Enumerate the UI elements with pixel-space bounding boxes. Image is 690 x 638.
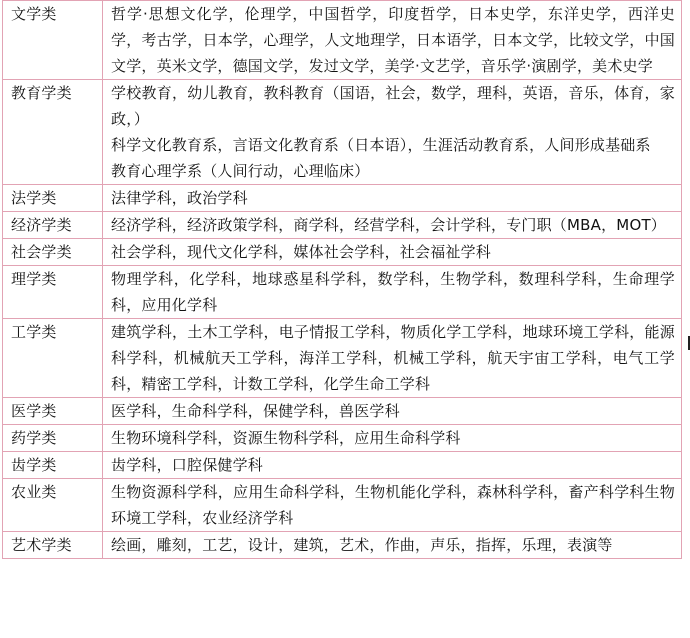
category-label: 医学类 xyxy=(11,402,57,420)
category-label: 理学类 xyxy=(11,270,57,288)
table-row xyxy=(3,1,682,80)
category-cell xyxy=(3,185,103,212)
subjects-text: 科学文化教育系，言语文化教育系（日本语），生涯活动教育系，人间形成基础系 xyxy=(111,136,651,154)
category-label: 药学类 xyxy=(11,429,57,447)
category-cell xyxy=(3,80,103,185)
table-row xyxy=(3,319,682,398)
category-cell xyxy=(3,266,103,319)
subjects-cell xyxy=(103,185,682,212)
subjects-cell xyxy=(103,319,682,398)
subjects-text: 法律学科，政治学科 xyxy=(111,189,248,207)
category-label: 艺术学类 xyxy=(11,536,72,554)
category-cell xyxy=(3,532,103,559)
table-body xyxy=(3,1,682,559)
table-row xyxy=(3,266,682,319)
category-label: 教育学类 xyxy=(11,84,72,102)
table-row xyxy=(3,185,682,212)
subjects-text: 建筑学科，土木工学科，电子情报工学科，物质化学工学科，地球环境工学科，能源科学科，机械航天工学科，海洋工学科，机械工学科，航天宇宙工学科，电气工学科，精密工学科，计数工学科，化学生命工学科 xyxy=(111,323,675,393)
category-label: 社会学类 xyxy=(11,243,72,261)
subjects-cell xyxy=(103,532,682,559)
category-cell xyxy=(3,479,103,532)
subjects-cell xyxy=(103,1,682,80)
subject-category-table xyxy=(2,0,682,559)
subjects-text: 齿学科，口腔保健学科 xyxy=(111,456,264,474)
subjects-text: 绘画，雕刻，工艺，设计，建筑，艺术，作曲，声乐，指挥，乐理，表演等 xyxy=(111,536,613,554)
category-label: 法学类 xyxy=(11,189,57,207)
subjects-text: 物理学科，化学科，地球惑星科学科，数学科，生物学科，数理科学科，生命理学科，应用化学科 xyxy=(111,270,675,314)
table-row xyxy=(3,398,682,425)
category-label: 工学类 xyxy=(11,323,57,341)
subjects-cell xyxy=(103,398,682,425)
subjects-cell xyxy=(103,212,682,239)
category-cell xyxy=(3,452,103,479)
subjects-text: 生物环境科学科，资源生物科学科，应用生命科学科 xyxy=(111,429,461,447)
subjects-text: 社会学科，现代文化学科，媒体社会学科，社会福祉学科 xyxy=(111,243,492,261)
subjects-text: 教育心理学系（人间行动，心理临床） xyxy=(111,162,370,180)
subjects-text: 哲学·思想文化学，伦理学，中国哲学，印度哲学，日本史学，东洋史学，西洋史学，考古学，日本学，心理学，人文地理学，日本语学，日本文学，比较文学，中国文学，英米文学，德国文学，发过文学，美学·文艺学，音乐学·演剧学，美术史学 xyxy=(111,5,675,75)
category-cell xyxy=(3,212,103,239)
table-row xyxy=(3,212,682,239)
table-row xyxy=(3,532,682,559)
subjects-cell xyxy=(103,452,682,479)
subjects-cell xyxy=(103,266,682,319)
table-row xyxy=(3,80,682,185)
table-row xyxy=(3,479,682,532)
category-cell xyxy=(3,319,103,398)
category-label: 齿学类 xyxy=(11,456,57,474)
subjects-cell xyxy=(103,239,682,266)
category-cell xyxy=(3,239,103,266)
category-label: 农业类 xyxy=(11,483,57,501)
subjects-text: 医学科，生命科学科，保健学科，兽医学科 xyxy=(111,402,400,420)
subjects-cell xyxy=(103,479,682,532)
category-cell xyxy=(3,1,103,80)
table-row xyxy=(3,452,682,479)
category-cell xyxy=(3,398,103,425)
subjects-cell xyxy=(103,80,682,185)
subjects-text: 学校教育，幼儿教育，教科教育（国语，社会，数学，理科，英语，音乐，体育，家政，） xyxy=(111,84,675,128)
subjects-cell xyxy=(103,425,682,452)
table-row xyxy=(3,425,682,452)
category-cell xyxy=(3,425,103,452)
category-label: 文学类 xyxy=(11,5,57,23)
subjects-text: 经济学科，经济政策学科，商学科，经营学科，会计学科，专门职（MBA，MOT） xyxy=(111,216,667,234)
table-row xyxy=(3,239,682,266)
category-label: 经济学类 xyxy=(11,216,72,234)
subjects-text: 生物资源科学科，应用生命科学科，生物机能化学科，森林科学科，畜产科学科生物环境工学科，农业经济学科 xyxy=(111,483,675,527)
